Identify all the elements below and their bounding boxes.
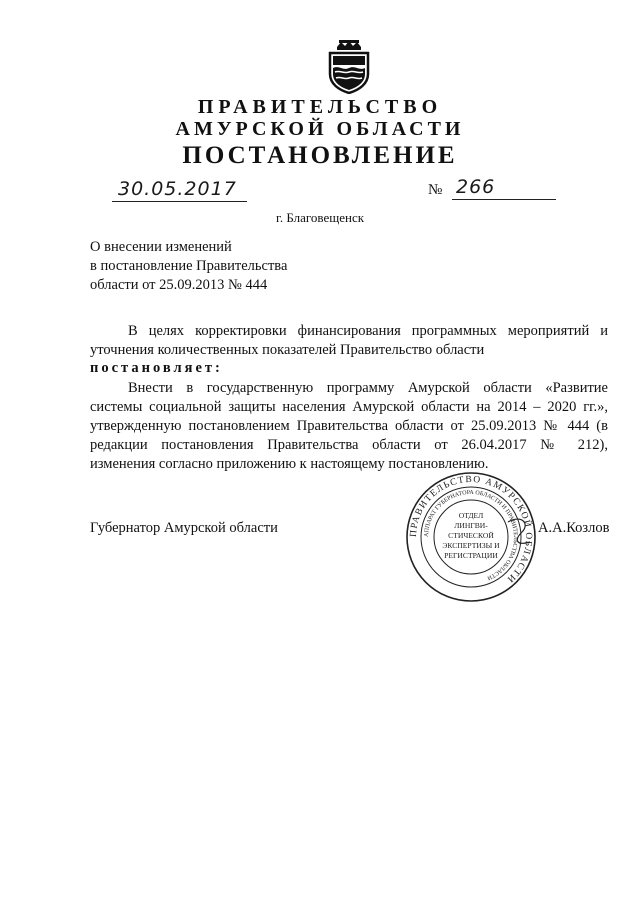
stamp-inner-ring-text: АППАРАТ ГУБЕРНАТОРА ОБЛАСТИ И ПРАВИТЕЛЬСТВА ОБЛАСТИ — [423, 489, 519, 581]
resolves-word: постановляет: — [90, 360, 223, 376]
stamp-center-text: ЛИНГВИ- — [454, 521, 488, 530]
document-number: 266 — [456, 176, 496, 198]
stamp-center-text: ОТДЕЛ — [458, 511, 484, 520]
body-paragraph-line: Внести в государственную программу Амурской области «Развитие — [128, 380, 608, 396]
body-paragraph-line: системы социальной защиты населения Амурской области на 2014 – 2020 гг.», — [90, 399, 608, 415]
signer-name: А.А.Козлов — [538, 520, 610, 536]
stamp-outer-ring-text: ПРАВИТЕЛЬСТВО АМУРСКОЙ ОБЛАСТИ — [408, 474, 534, 585]
official-stamp — [404, 470, 538, 604]
subject-line: в постановление Правительства — [90, 258, 288, 274]
body-paragraph-line: В целях корректировки финансирования программных мероприятий и — [128, 323, 608, 339]
stamp-center-text: ЭКСПЕРТИЗЫ И — [442, 541, 500, 550]
amur-region-emblem-icon — [325, 38, 373, 94]
body-paragraph-line: утвержденную постановлением Правительства области от 25.09.2013 № 444 (в — [90, 418, 608, 434]
city-line: г. Благовещенск — [275, 210, 365, 225]
stamp-center-text: РЕГИСТРАЦИИ — [444, 551, 498, 560]
body-paragraph-line: редакции постановления Правительства области от 26.04.2017 № 212), — [90, 437, 608, 453]
date-underline — [112, 201, 247, 202]
number-underline — [452, 199, 556, 200]
government-title: ПРАВИТЕЛЬСТВО — [197, 96, 443, 118]
number-label: № — [428, 182, 443, 198]
signer-position: Губернатор Амурской области — [90, 520, 278, 536]
stamp-center-text: СТИЧЕСКОЙ — [448, 531, 494, 540]
subject-line: области от 25.09.2013 № 444 — [90, 277, 268, 293]
body-paragraph-line: уточнения количественных показателей Правительство области — [90, 342, 485, 358]
subject-line: О внесении изменений — [90, 239, 232, 255]
region-title: АМУРСКОЙ ОБЛАСТИ — [175, 118, 465, 140]
document-date: 30.05.2017 — [118, 178, 237, 200]
document-type-title: ПОСТАНОВЛЕНИЕ — [182, 142, 458, 169]
body-paragraph-line: изменения согласно приложению к настоящему постановлению. — [90, 456, 489, 472]
